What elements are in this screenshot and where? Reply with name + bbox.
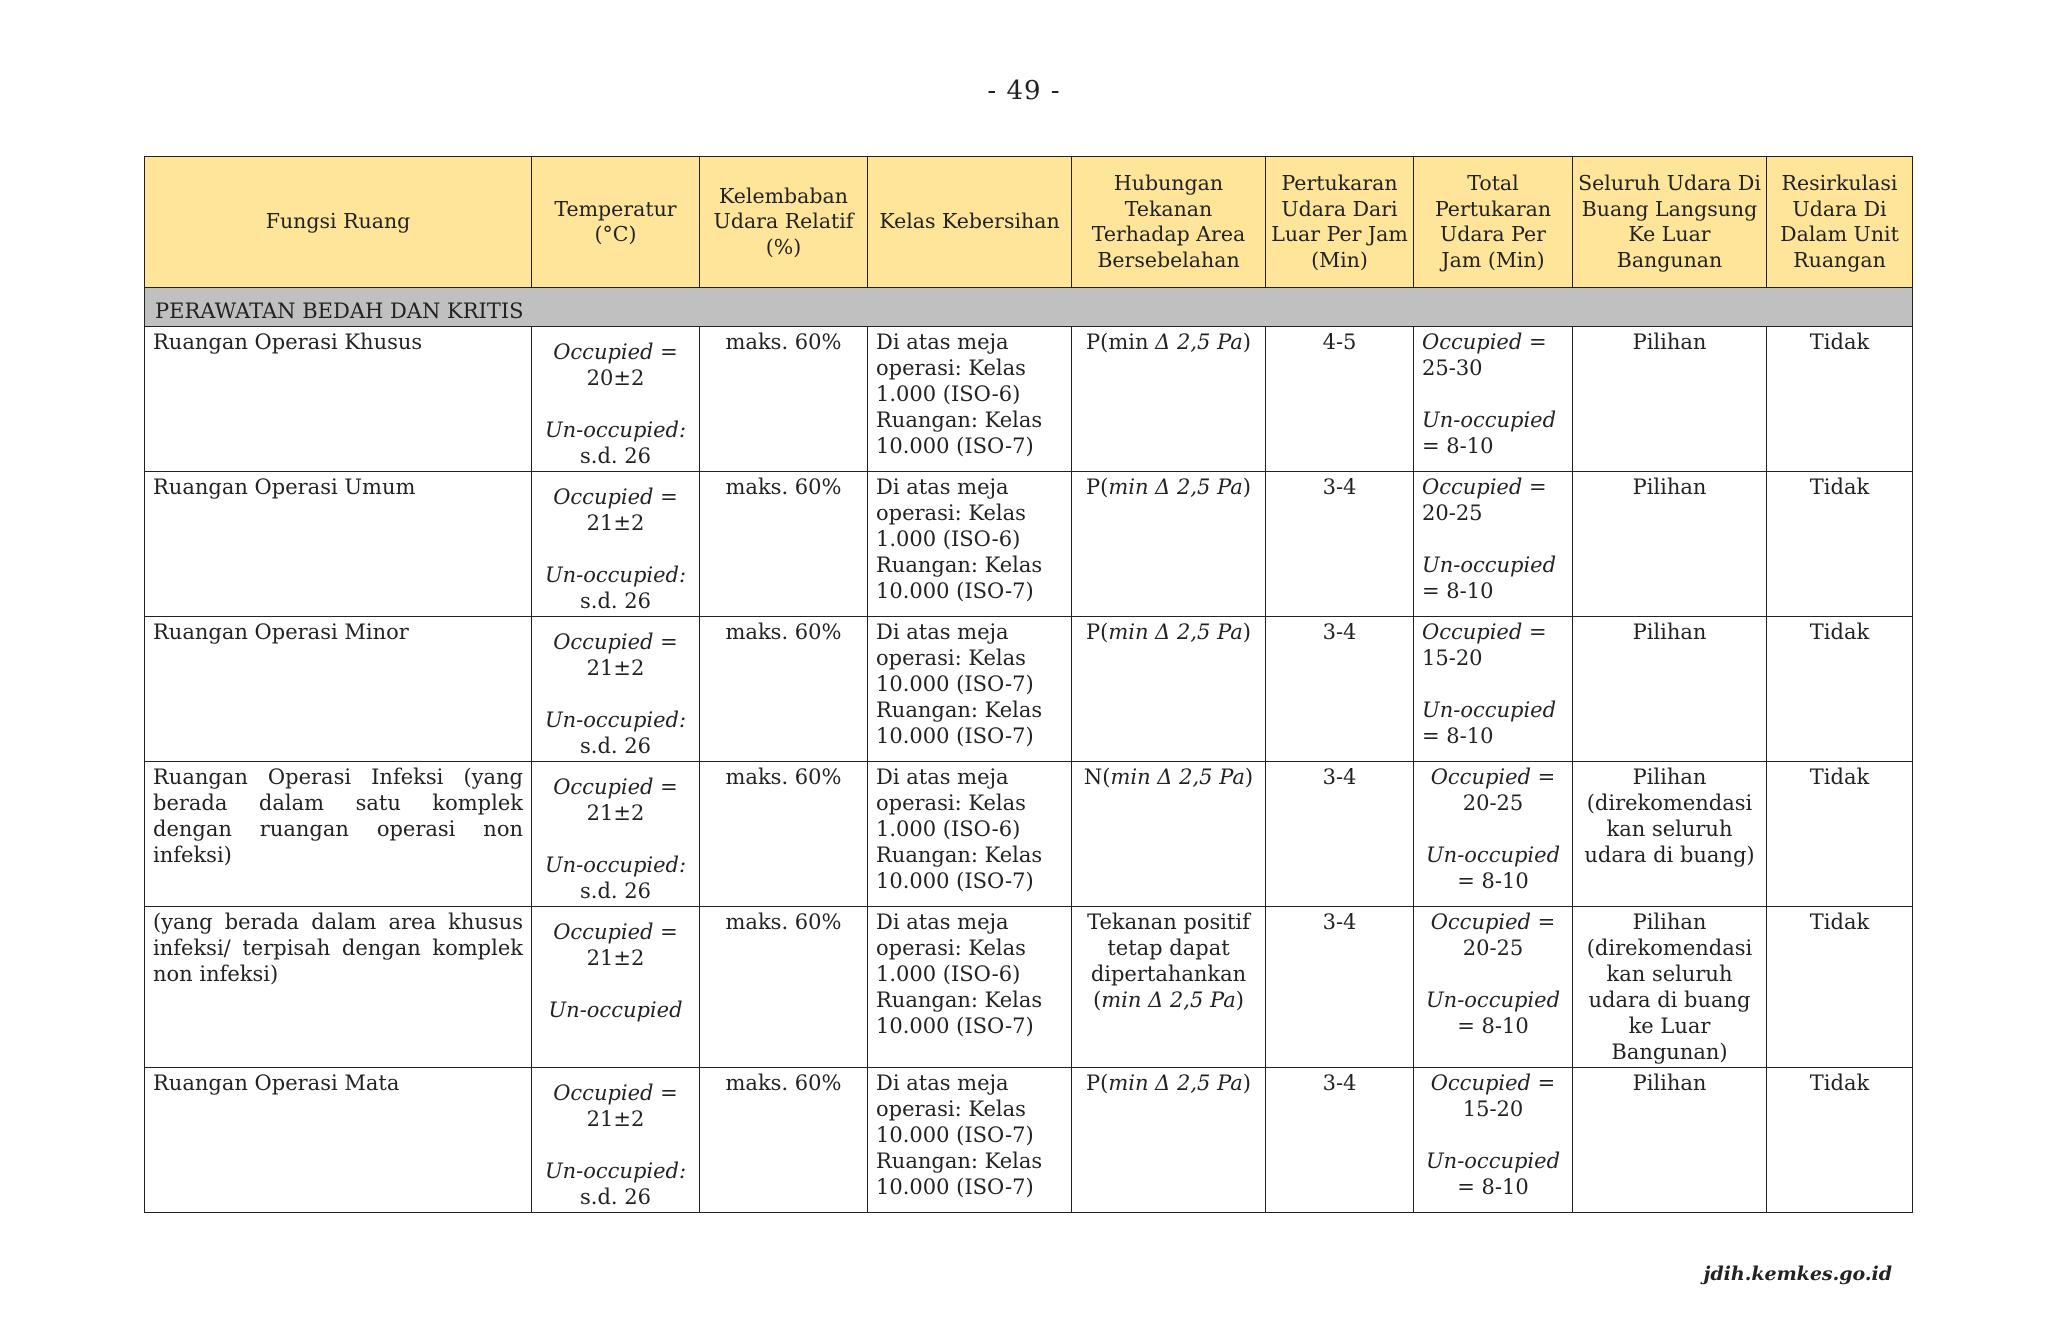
temp-occupied-value: 21±2: [586, 511, 645, 535]
cell-room: Ruangan Operasi Minor: [145, 617, 532, 762]
total-unoccupied-value: = 8-10: [1457, 1014, 1529, 1038]
section-header-row: [145, 288, 1913, 327]
cell-temperature: [532, 1068, 700, 1213]
ventilation-requirements-table: [144, 156, 1913, 1213]
cell-cleanliness-class: Di atas meja operasi: Kelas 10.000 (ISO-7) Ruangan: Kelas 10.000 (ISO-7): [868, 1068, 1072, 1213]
cell-cleanliness-class: Di atas meja operasi: Kelas 1.000 (ISO-6) Ruangan: Kelas 10.000 (ISO-7): [868, 907, 1072, 1068]
total-unoccupied-value: = 8-10: [1457, 869, 1529, 893]
cell-room: Ruangan Operasi Khusus: [145, 327, 532, 472]
pressure-suffix: ): [1242, 620, 1251, 644]
pressure-value: min Δ 2,5 Pa: [1108, 475, 1243, 499]
total-occupied-label: Occupied =: [1422, 330, 1547, 354]
cell-humidity: maks. 60%: [700, 762, 868, 907]
total-unoccupied-label: Un-occupied: [1422, 553, 1557, 577]
cell-humidity: maks. 60%: [700, 472, 868, 617]
table-row: [145, 617, 1913, 762]
total-unoccupied-label: Un-occupied: [1422, 408, 1557, 432]
table-header-row: [145, 157, 1913, 288]
pressure-prefix: P(: [1086, 475, 1109, 499]
header-total-pertukaran: Total Pertukaran Udara Per Jam (Min): [1414, 157, 1573, 288]
cell-recirculation: Tidak: [1767, 762, 1913, 907]
cell-cleanliness-class: Di atas meja operasi: Kelas 1.000 (ISO-6) Ruangan: Kelas 10.000 (ISO-7): [868, 762, 1072, 907]
cell-room: Ruangan Operasi Umum: [145, 472, 532, 617]
temp-occupied-label: Occupied =: [553, 920, 678, 944]
temp-unoccupied-label: Un-occupied:: [544, 563, 687, 587]
temp-unoccupied-label: Un-occupied:: [544, 418, 687, 442]
header-udara-dibuang: Seluruh Udara Di Buang Langsung Ke Luar Bangunan: [1573, 157, 1767, 288]
cell-pressure: [1072, 617, 1266, 762]
cell-temperature: [532, 327, 700, 472]
header-resirkulasi: Resirkulasi Udara Di Dalam Unit Ruangan: [1767, 157, 1913, 288]
total-unoccupied-value: = 8-10: [1422, 434, 1494, 458]
total-occupied-value: 20-25: [1462, 791, 1524, 815]
cell-recirculation: Tidak: [1767, 617, 1913, 762]
table-row: [145, 762, 1913, 907]
cell-outside-air: 3-4: [1266, 472, 1414, 617]
cell-total-air-change: [1414, 472, 1573, 617]
cell-exhaust-outside: Pilihan (direkomendasi kan seluruh udara di buang ke Luar Bangunan): [1573, 907, 1767, 1068]
temp-occupied-label: Occupied =: [553, 775, 678, 799]
temp-occupied-value: 21±2: [586, 656, 645, 680]
cell-total-air-change: [1414, 762, 1573, 907]
temp-unoccupied-value: s.d. 26: [580, 879, 651, 903]
pressure-prefix: Tekanan positif tetap dapat dipertahankan (: [1087, 910, 1250, 1012]
cell-recirculation: Tidak: [1767, 1068, 1913, 1213]
pressure-prefix: P(: [1086, 1071, 1109, 1095]
total-unoccupied-label: Un-occupied: [1425, 843, 1561, 867]
ventilation-table-container: [144, 156, 1912, 1213]
pressure-value: Δ 2,5 Pa: [1155, 330, 1243, 354]
cell-cleanliness-class: Di atas meja operasi: Kelas 1.000 (ISO-6) Ruangan: Kelas 10.000 (ISO-7): [868, 327, 1072, 472]
header-pertukaran-udara-luar: Pertukaran Udara Dari Luar Per Jam (Min): [1266, 157, 1414, 288]
cell-pressure: [1072, 1068, 1266, 1213]
temp-unoccupied-value: s.d. 26: [580, 734, 651, 758]
cell-total-air-change: [1414, 907, 1573, 1068]
header-kelas-kebersihan: Kelas Kebersihan: [868, 157, 1072, 288]
total-unoccupied-value: = 8-10: [1457, 1175, 1529, 1199]
cell-exhaust-outside: Pilihan: [1573, 617, 1767, 762]
temp-occupied-label: Occupied =: [553, 340, 678, 364]
pressure-suffix: ): [1244, 765, 1254, 789]
total-occupied-value: 15-20: [1462, 1097, 1524, 1121]
cell-recirculation: Tidak: [1767, 327, 1913, 472]
cell-outside-air: 3-4: [1266, 762, 1414, 907]
cell-temperature: [532, 472, 700, 617]
temp-occupied-value: 21±2: [586, 801, 645, 825]
cell-exhaust-outside: Pilihan: [1573, 472, 1767, 617]
table-row: [145, 1068, 1913, 1213]
cell-pressure: [1072, 907, 1266, 1068]
total-occupied-value: 20-25: [1462, 936, 1524, 960]
cell-exhaust-outside: Pilihan (direkomendasi kan seluruh udara di buang): [1573, 762, 1767, 907]
total-occupied-value: 20-25: [1422, 501, 1483, 525]
header-fungsi-ruang: Fungsi Ruang: [145, 157, 532, 288]
total-occupied-label: Occupied =: [1430, 1071, 1556, 1095]
cell-room: (yang berada dalam area khusus infeksi/ terpisah dengan komplek non infeksi): [145, 907, 532, 1068]
cell-exhaust-outside: Pilihan: [1573, 1068, 1767, 1213]
total-unoccupied-label: Un-occupied: [1422, 698, 1557, 722]
cell-exhaust-outside: Pilihan: [1573, 327, 1767, 472]
cell-room: Ruangan Operasi Mata: [145, 1068, 532, 1213]
cell-pressure: [1072, 762, 1266, 907]
temp-unoccupied-label: Un-occupied:: [544, 1159, 687, 1183]
cell-room: Ruangan Operasi Infeksi (yang berada dalam satu komplek dengan ruangan operasi non infeksi): [145, 762, 532, 907]
cell-cleanliness-class: Di atas meja operasi: Kelas 1.000 (ISO-6) Ruangan: Kelas 10.000 (ISO-7): [868, 472, 1072, 617]
cell-recirculation: Tidak: [1767, 472, 1913, 617]
temp-occupied-label: Occupied =: [553, 485, 678, 509]
cell-recirculation: Tidak: [1767, 907, 1913, 1068]
pressure-suffix: ): [1242, 1071, 1251, 1095]
temp-unoccupied-label: Un-occupied: [548, 998, 683, 1022]
cell-outside-air: 3-4: [1266, 1068, 1414, 1213]
cell-temperature: [532, 907, 700, 1068]
cell-humidity: maks. 60%: [700, 617, 868, 762]
table-row: [145, 907, 1913, 1068]
pressure-value: min Δ 2,5 Pa: [1108, 620, 1243, 644]
total-occupied-label: Occupied =: [1422, 620, 1547, 644]
pressure-value: min Δ 2,5 Pa: [1108, 1071, 1243, 1095]
temp-unoccupied-value: s.d. 26: [580, 589, 651, 613]
temp-occupied-value: 20±2: [586, 366, 645, 390]
cell-temperature: [532, 617, 700, 762]
total-occupied-label: Occupied =: [1422, 475, 1547, 499]
total-occupied-label: Occupied =: [1430, 765, 1556, 789]
total-unoccupied-label: Un-occupied: [1425, 1149, 1561, 1173]
cell-humidity: maks. 60%: [700, 327, 868, 472]
pressure-value: min Δ 2,5 Pa: [1101, 988, 1236, 1012]
total-unoccupied-value: = 8-10: [1422, 724, 1494, 748]
cell-outside-air: 3-4: [1266, 907, 1414, 1068]
pressure-prefix: N(: [1083, 765, 1111, 789]
temp-occupied-label: Occupied =: [553, 1081, 678, 1105]
temp-occupied-value: 21±2: [586, 1107, 645, 1131]
temp-occupied-label: Occupied =: [553, 630, 678, 654]
cell-humidity: maks. 60%: [700, 907, 868, 1068]
total-occupied-value: 15-20: [1422, 646, 1483, 670]
pressure-prefix: P(min: [1086, 330, 1156, 354]
section-title: PERAWATAN BEDAH DAN KRITIS: [145, 288, 1913, 327]
cell-outside-air: 3-4: [1266, 617, 1414, 762]
total-unoccupied-value: = 8-10: [1422, 579, 1494, 603]
pressure-value: min Δ 2,5 Pa: [1110, 765, 1245, 789]
pressure-suffix: ): [1235, 988, 1244, 1012]
cell-total-air-change: [1414, 617, 1573, 762]
cell-temperature: [532, 762, 700, 907]
footer-source: jdih.kemkes.go.id: [1703, 1263, 1892, 1285]
page-number: - 49 -: [987, 76, 1061, 106]
total-unoccupied-label: Un-occupied: [1425, 988, 1561, 1012]
pressure-suffix: ): [1242, 330, 1251, 354]
temp-unoccupied-label: Un-occupied:: [544, 853, 687, 877]
cell-outside-air: 4-5: [1266, 327, 1414, 472]
temp-unoccupied-value: s.d. 26: [580, 444, 651, 468]
pressure-suffix: ): [1242, 475, 1251, 499]
table-row: [145, 327, 1913, 472]
pressure-prefix: P(: [1086, 620, 1109, 644]
header-kelembaban: Kelembaban Udara Relatif (%): [700, 157, 868, 288]
cell-pressure: [1072, 472, 1266, 617]
table-row: [145, 472, 1913, 617]
cell-total-air-change: [1414, 1068, 1573, 1213]
cell-cleanliness-class: Di atas meja operasi: Kelas 10.000 (ISO-7) Ruangan: Kelas 10.000 (ISO-7): [868, 617, 1072, 762]
header-hubungan-tekanan: Hubungan Tekanan Terhadap Area Bersebelahan: [1072, 157, 1266, 288]
temp-occupied-value: 21±2: [586, 946, 645, 970]
cell-pressure: [1072, 327, 1266, 472]
cell-humidity: maks. 60%: [700, 1068, 868, 1213]
temp-unoccupied-label: Un-occupied:: [544, 708, 687, 732]
header-temperatur: Temperatur (°C): [532, 157, 700, 288]
total-occupied-label: Occupied =: [1430, 910, 1556, 934]
temp-unoccupied-value: s.d. 26: [580, 1185, 651, 1209]
cell-total-air-change: [1414, 327, 1573, 472]
total-occupied-value: 25-30: [1422, 356, 1483, 380]
